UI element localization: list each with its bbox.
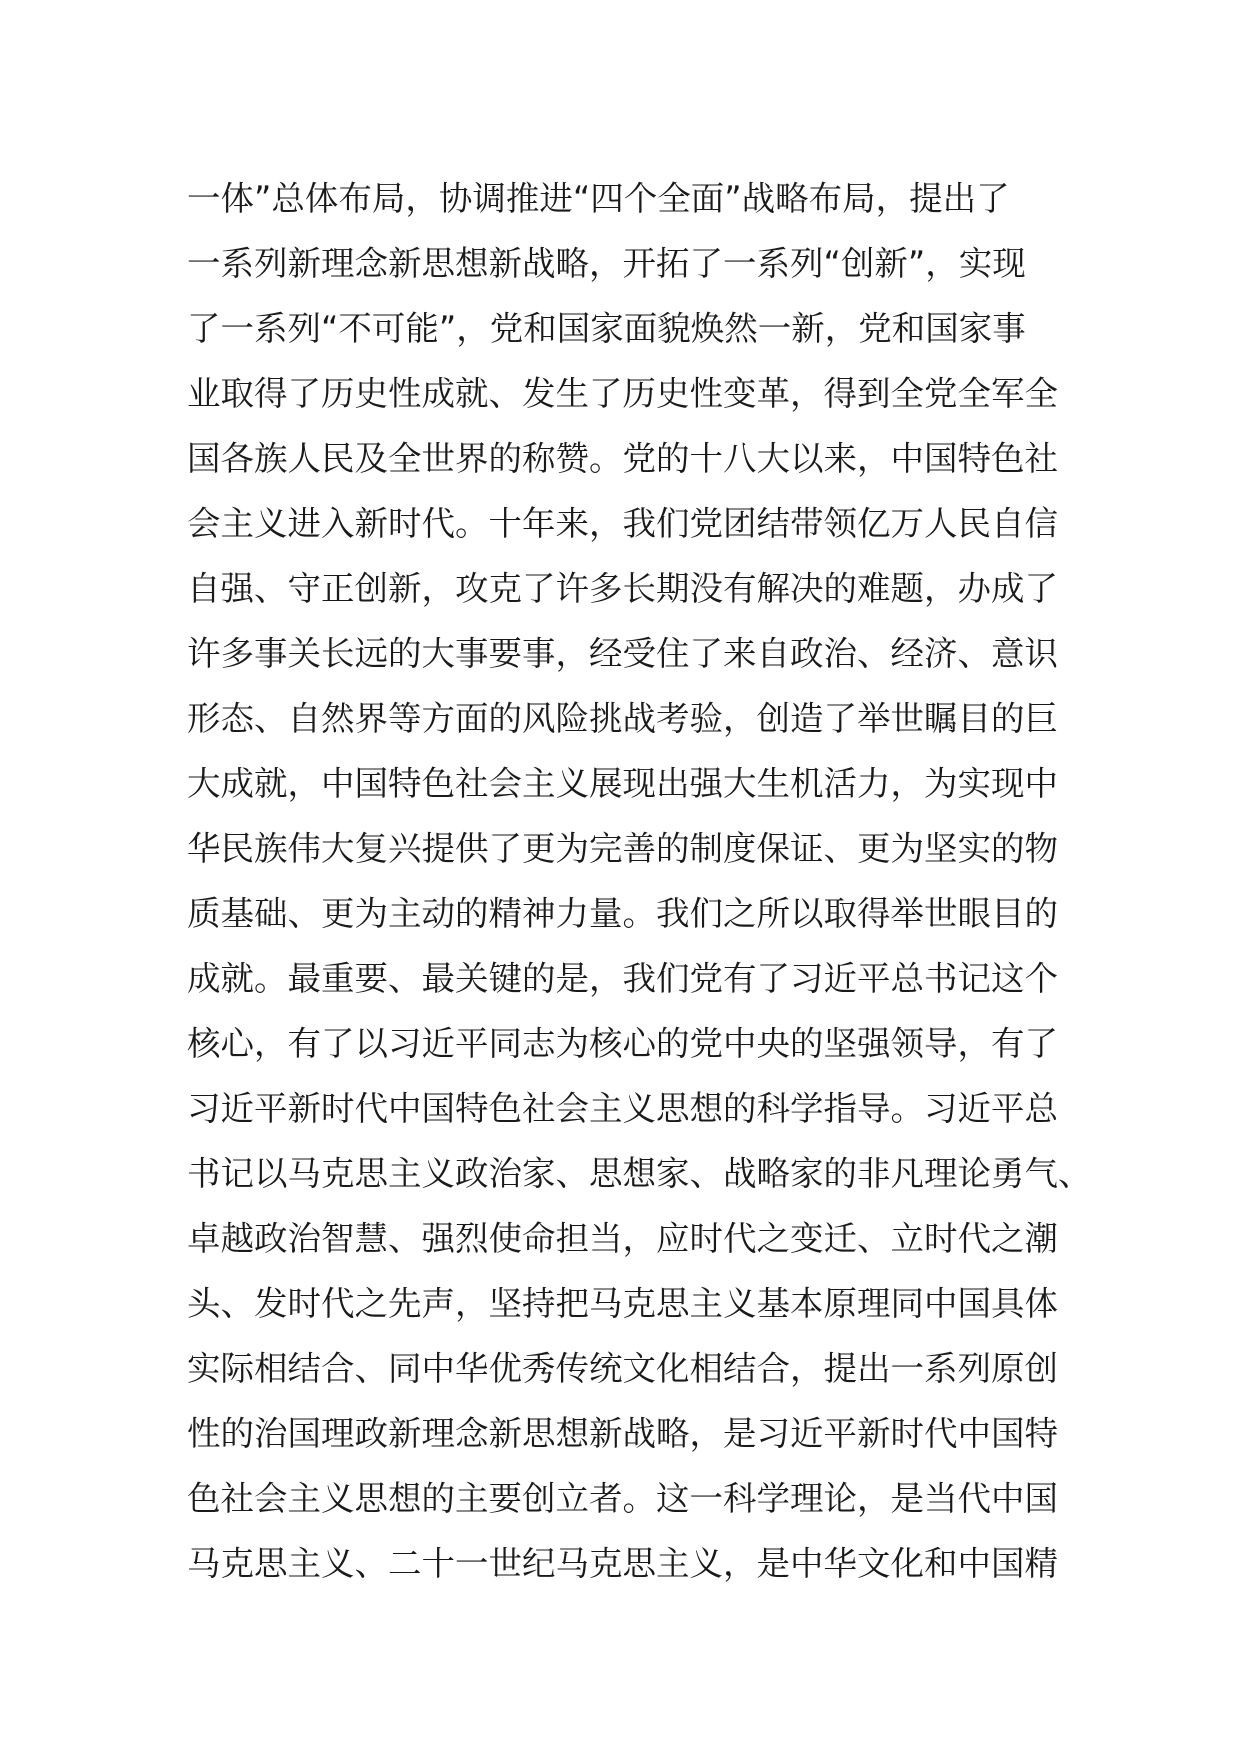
text-line: 许多事关长远的大事要事，经受住了来自政治、经济、意识 (187, 634, 1058, 673)
text-line: 成就。最重要、最关键的是，我们党有了习近平总书记这个 (187, 959, 1058, 998)
text-line: 头、发时代之先声，坚持把马克思主义基本原理同中国具体 (187, 1284, 1058, 1323)
text-line: 业取得了历史性成就、发生了历史性变革，得到全党全军全 (187, 374, 1058, 413)
text-line: 习近平新时代中国特色社会主义思想的科学指导。习近平总 (187, 1089, 1058, 1128)
text-line: 国各族人民及全世界的称赞。党的十八大以来，中国特色社 (187, 439, 1058, 478)
text-line: 形态、自然界等方面的风险挑战考验，创造了举世瞩目的巨 (187, 699, 1058, 738)
text-line: 一体”总体布局，协调推进“四个全面”战略布局，提出了 (187, 179, 1010, 218)
text-line: 自强、守正创新，攻克了许多长期没有解决的难题，办成了 (187, 569, 1058, 608)
text-line: 书记以马克思主义政治家、思想家、战略家的非凡理论勇气、 (187, 1154, 1092, 1193)
text-line: 了一系列“不可能”，党和国家面貌焕然一新，党和国家事 (187, 309, 1026, 348)
text-line: 色社会主义思想的主要创立者。这一科学理论，是当代中国 (187, 1479, 1058, 1518)
text-line: 实际相结合、同中华优秀传统文化相结合，提出一系列原创 (187, 1349, 1058, 1388)
text-line: 核心，有了以习近平同志为核心的党中央的坚强领导，有了 (187, 1024, 1058, 1063)
text-line: 质基础、更为主动的精神力量。我们之所以取得举世眼目的 (187, 894, 1058, 933)
text-line: 华民族伟大复兴提供了更为完善的制度保证、更为坚实的物 (187, 829, 1058, 868)
text-line: 一系列新理念新思想新战略，开拓了一系列“创新”，实现 (187, 244, 1026, 283)
text-line: 大成就，中国特色社会主义展现出强大生机活力，为实现中 (187, 764, 1058, 803)
text-line: 马克思主义、二十一世纪马克思主义，是中华文化和中国精 (187, 1544, 1058, 1583)
body-paragraph (187, 166, 1092, 1596)
text-line: 会主义进入新时代。十年来，我们党团结带领亿万人民自信 (187, 504, 1058, 543)
text-line: 卓越政治智慧、强烈使命担当，应时代之变迁、立时代之潮 (187, 1219, 1058, 1258)
text-line: 性的治国理政新理念新思想新战略，是习近平新时代中国特 (187, 1414, 1058, 1453)
